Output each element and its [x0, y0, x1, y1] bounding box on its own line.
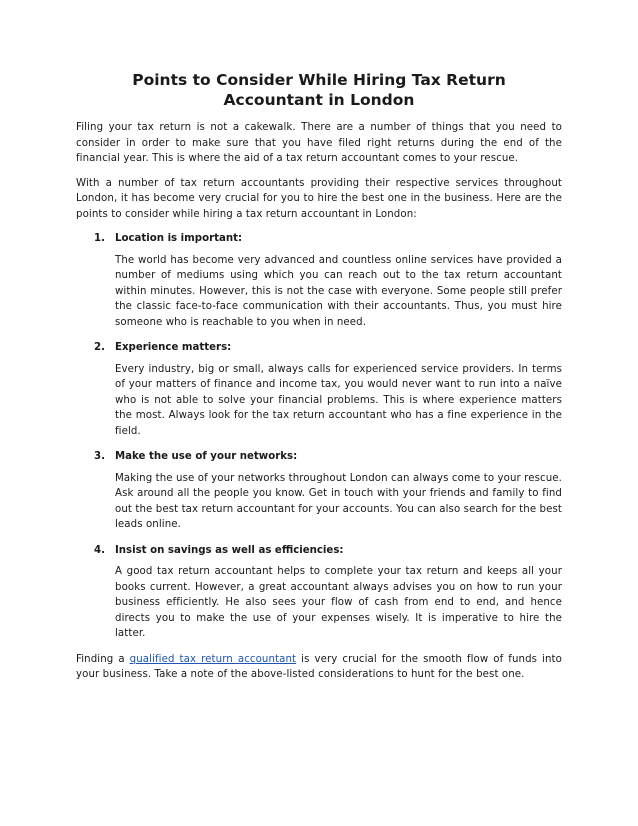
- list-item-heading: [94, 340, 562, 356]
- list-item-body: A good tax return accountant helps to complete your tax return and keeps all your books current. However, a great accountant always advises you on how to run your business efficiently. He also sees your flow of cash from end to end, and hence directs you to make the use of your expenses wisely. It is imperative to hire the latter.: [115, 566, 562, 639]
- list-item-number: 4.: [94, 544, 105, 556]
- list-item-body: Making the use of your networks throughout London can always come to your rescue. Ask around all the people you know. Get in touch with your friends and family to find out the best tax return accountant for your accounts. You can also search for the best leads online.: [115, 472, 562, 530]
- list-item-heading-text: Location is important:: [115, 233, 243, 244]
- list-item: [94, 231, 562, 330]
- intro-paragraph-1: Filing your tax return is not a cakewalk. There are a number of things that you need to consider in order to make sure that you have filed right returns during the end of the financial year. This is where the aid of a tax return accountant comes to your rescue.: [76, 122, 562, 164]
- qualified-accountant-link[interactable]: qualified tax return accountant: [129, 653, 297, 665]
- list-item: [94, 340, 562, 439]
- intro-paragraph-2: With a number of tax return accountants providing their respective services throughout London, it has become very crucial for you to hire the best one in the business. Here are the points to consider while hiring a tax return accountant in London:: [76, 177, 562, 220]
- considerations-list: [76, 231, 562, 642]
- list-item-heading: [94, 449, 562, 465]
- list-item-number: 3.: [94, 451, 105, 462]
- list-item-body: Every industry, big or small, always calls for experienced service providers. In terms of your matters of finance and income tax, you would never want to run into a naïve who is not able to solve your financial problems. This is where experience matters the most. Always look for the tax return accountant who has a fine experience in the field.: [115, 363, 562, 437]
- list-item-heading: [94, 231, 562, 247]
- list-item-heading: [94, 543, 562, 559]
- list-item-heading-text: Insist on savings as well as efficiencies:: [115, 544, 344, 556]
- document-title: Points to Consider While Hiring Tax Return Accountant in London: [132, 71, 506, 109]
- closing-prefix: Finding a: [76, 653, 130, 665]
- list-item-number: 2.: [94, 342, 105, 353]
- list-item: [94, 449, 562, 533]
- list-item-heading-text: Experience matters:: [115, 342, 232, 353]
- closing-suffix: is very crucial for the smooth flow of funds into your business. Take a note of the above-listed considerations to hunt for the best one.: [76, 653, 562, 680]
- list-item: [94, 543, 562, 642]
- list-item-body: The world has become very advanced and countless online services have provided a number of mediums using which you can reach out to the tax return accountant within minutes. However, this is not the case with everyone. Some people still prefer the classic face-to-face communication with their accountants. Thus, you must hire someone who is reachable to you when in need.: [115, 254, 562, 328]
- closing-paragraph: [76, 652, 562, 683]
- list-item-heading-text: Make the use of your networks:: [115, 451, 298, 462]
- list-item-number: 1.: [94, 233, 105, 244]
